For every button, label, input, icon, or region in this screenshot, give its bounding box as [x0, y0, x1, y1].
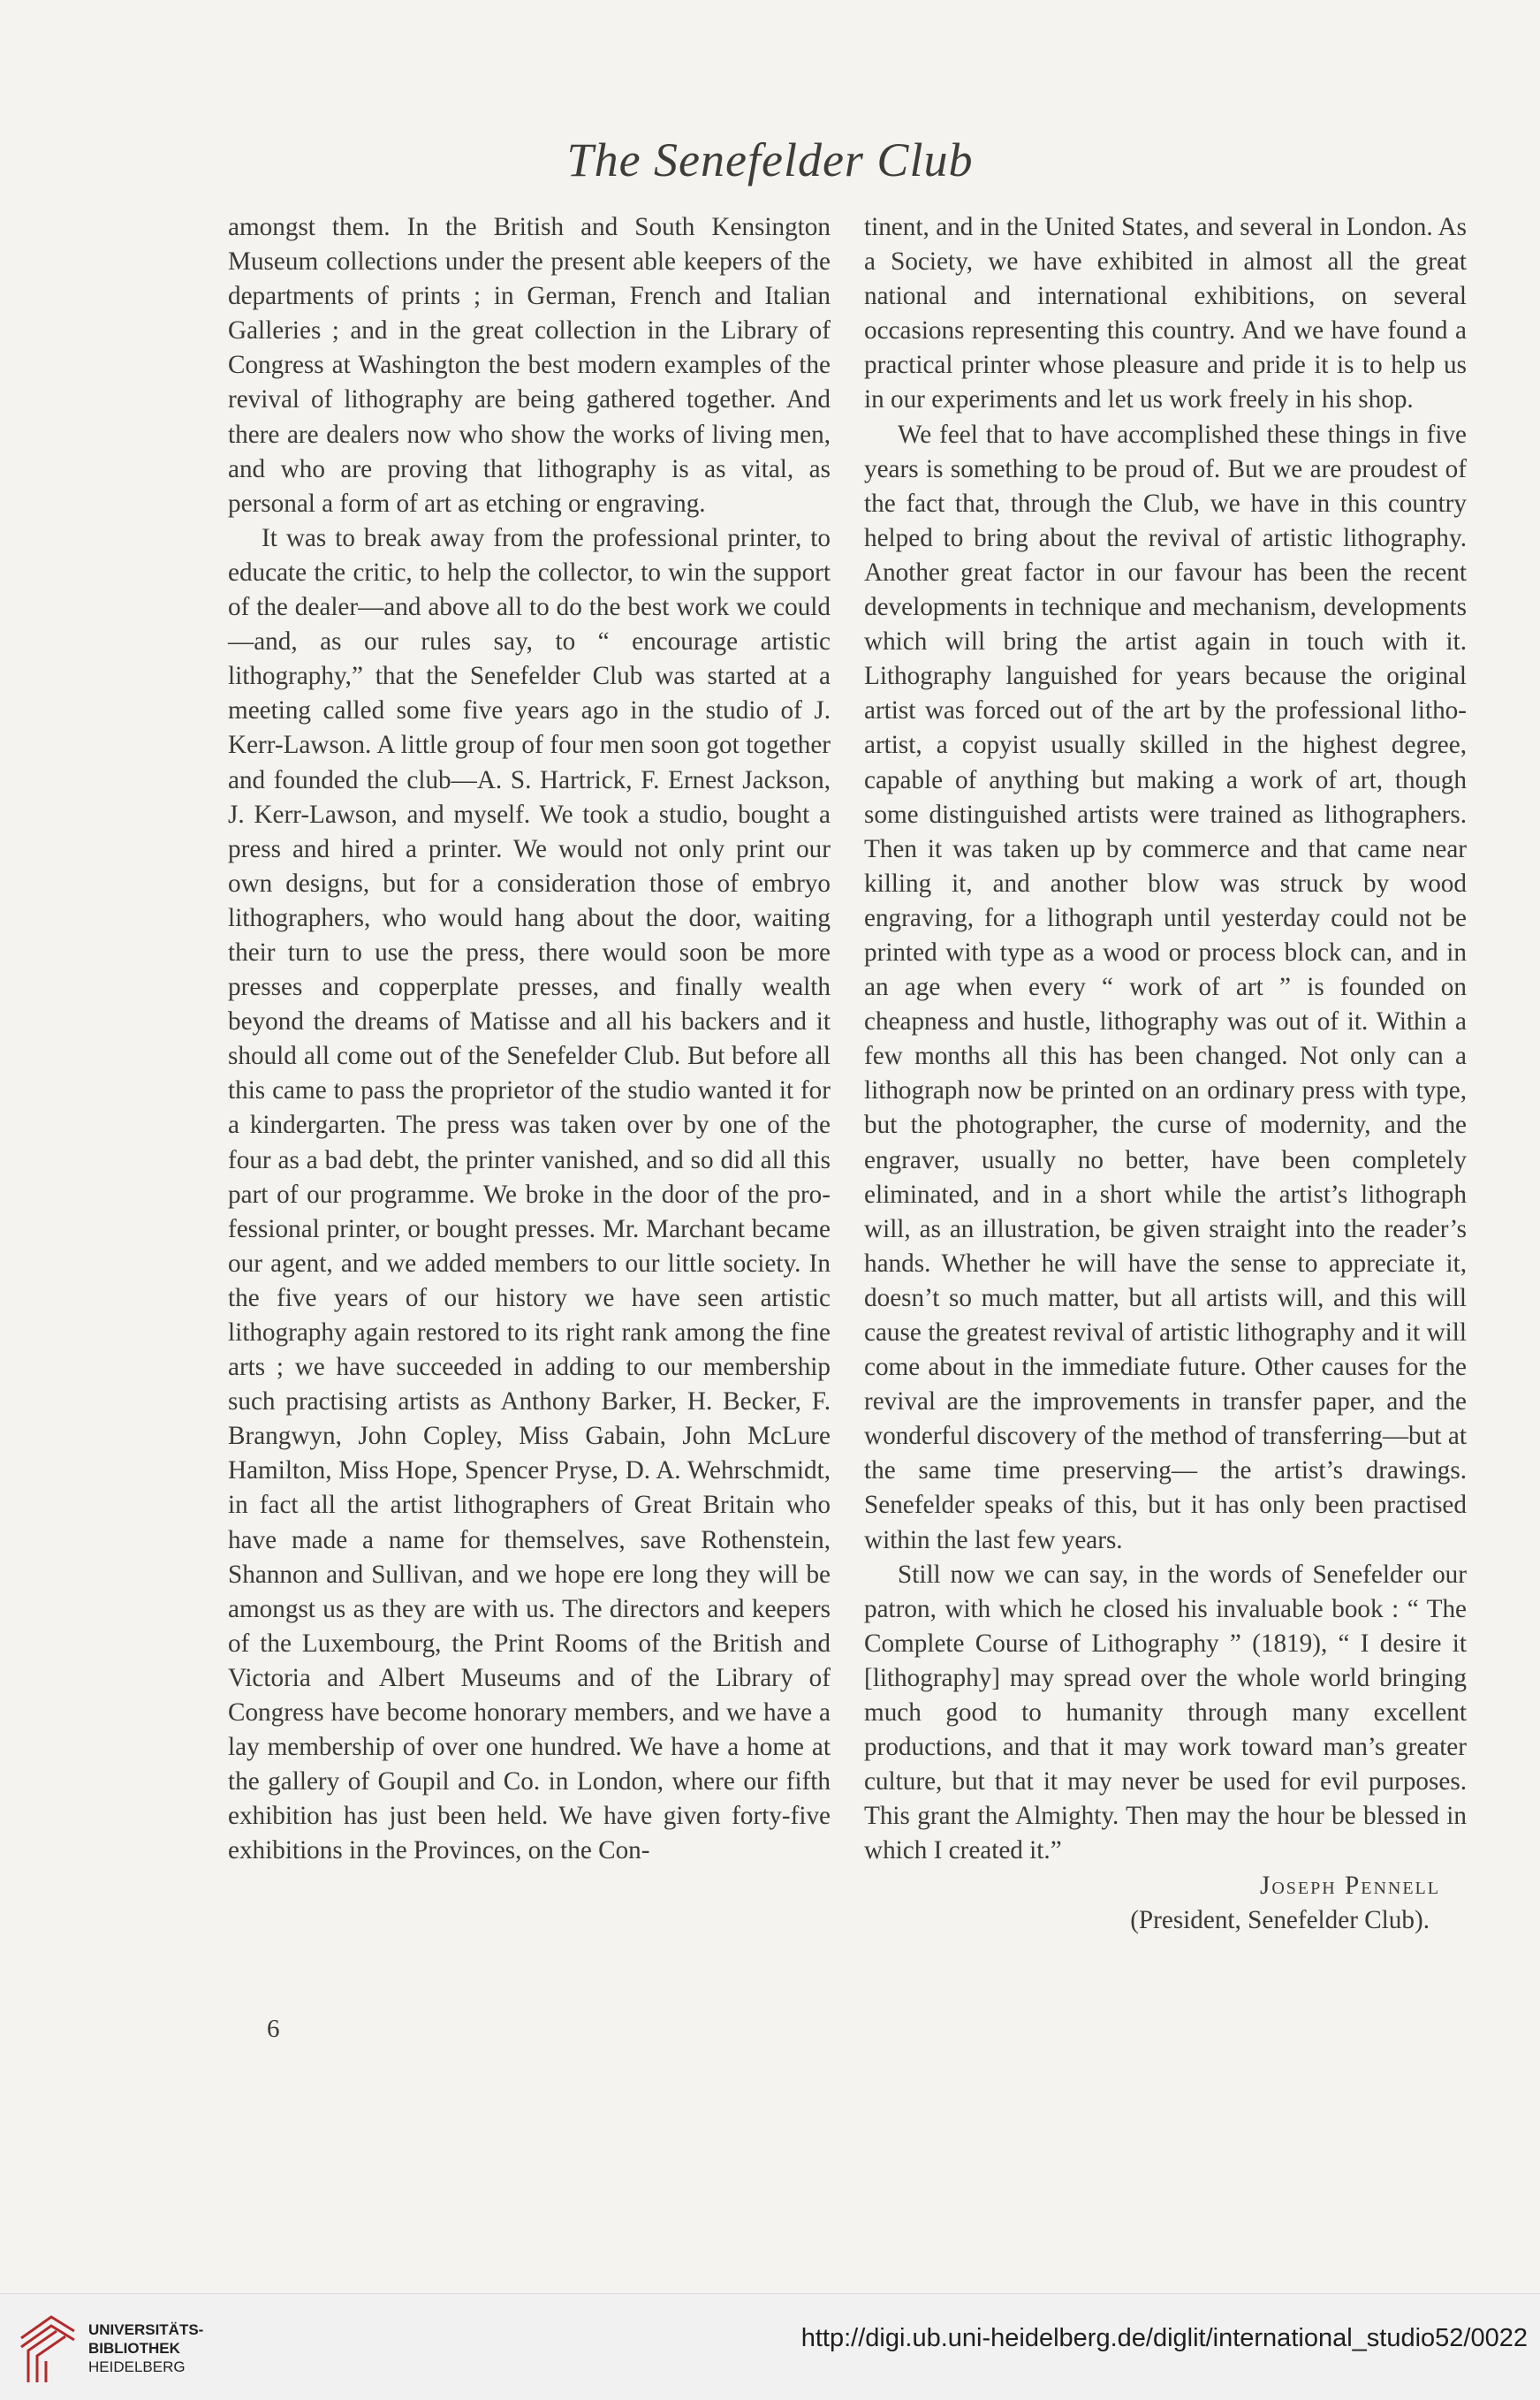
running-head: The Senefelder Club	[566, 133, 974, 186]
right-paragraph-1: tinent, and in the United States, and several in London. As a Society, we have exhibited in almost all the great national and international exhibitions, on several occasions representing this country. And we have found a practical printer whose pleasure and pride it is to help us in our experiments and let us work freely in his shop.	[864, 213, 1467, 414]
right-paragraph-3: Still now we can say, in the words of Senefelder our patron, with which he closed his invaluable book : “ The Complete Course of Lithography ” (1819), “ I desire it [lithography] may spread over the whole world bringing much good to humanity through many excellent productions, and that it may work toward man’s greater culture, but that it may never be used for evil purposes. This grant the Almighty. Then may the hour be blessed in which I created it.”	[864, 1560, 1467, 1865]
right-column	[864, 210, 1467, 1938]
page-number: 6	[267, 2015, 280, 2043]
library-name-line-3: HEIDELBERG	[88, 2358, 186, 2375]
signature-title: (President, Senefelder Club).	[1130, 1905, 1430, 1934]
left-column	[228, 210, 831, 1869]
left-paragraph-2: It was to break away from the professional printer, to educate the critic, to help the collector, to win the support of the dealer—and above all to do the best work we could—and, as our rules say, to “ encourage artistic lithography,” that the Senefelder Club was started at a meeting called some five years ago in the studio of J. Kerr-Lawson. A little group of four men soon got together and founded the club—A. S. Hartrick, F. Ernest Jackson, J. Kerr-Lawson, and myself. We took a studio, bought a press and hired a printer. We would not only print our own designs, but for a consideration those of embryo lithographers, who would hang about the door, waiting their turn to use the press, there would soon be more presses and copperplate presses, and finally wealth beyond the dreams of Matisse and all his backers and it should all come out of the Senefelder Club. But before all this came to pass the proprietor of the studio wanted it for a kindergarten. The press was taken over by one of the four as a bad debt, the printer vanished, and so did all this part of our programme. We broke in the door of the professional printer, or bought presses. Mr. Marchant became our agent, and we added members to our little society. In the five years of our history we have seen artistic lithography again restored to its right rank among the fine arts ; we have succeeded in adding to our membership such practising artists as Anthony Barker, H. Becker, F. Brangwyn, John Copley, Miss Gabain, John McLure Hamilton, Miss Hope, Spencer Pryse, D. A. Wehrschmidt, in fact all the artist lithographers of Great Britain who have made a name for themselves, save Rothenstein, Shannon and Sullivan, and we hope ere long they will be amongst us as they are with us. The directors and keepers of the Luxembourg, the Print Rooms of the British and Victoria and Albert Museums and of the Library of Congress have become honorary members, and we have a lay membership of over one hundred. We have a home at the gallery of Goupil and Co. in London, where our fifth exhibition has just been held. We have given forty-five exhibitions in the Provinces, on the Con-	[228, 523, 831, 1865]
digitization-footer	[0, 2293, 1540, 2400]
source-url-link[interactable]: http://digi.ub.uni-heidelberg.de/diglit/international_studio52/0022	[800, 2324, 1528, 2352]
library-name-line-2: BIBLIOTHEK	[88, 2340, 180, 2357]
library-name-line-1: UNIVERSITÄTS-	[88, 2321, 204, 2338]
signature-name: Joseph Pennell	[1260, 1871, 1440, 1900]
right-paragraph-2: We feel that to have accomplished these things in five years is something to be proud of. But we are proudest of the fact that, through the Club, we have in this country helped to bring about the revival of artistic lithography. Another great factor in our favour has been the recent developments in technique and mechanism, developments which will bring the artist again in touch with it. Lithography languished for years because the original artist was forced out of the art by the professional lithoartist, a copyist usually skilled in the highest degree, capable of anything but making a work of art, though some distinguished artists were trained as lithographers. Then it was taken up by commerce and that came near killing it, and another blow was struck by wood engraving, for a lithograph until yesterday could not be printed with type as a wood or process block can, and in an age when every “ work of art ” is founded on cheapness and hustle, lithography was out of it. Within a few months all this has been changed. Not only can a lithograph now be printed on an ordinary press with type, but the photographer, the curse of modernity, and the engraver, usually no better, have been completely eliminated, and in a short while the artist’s lithograph will, as an illustration, be given straight into the reader’s hands. Whether he will have the sense to appreciate it, doesn’t so much matter, but all artists will, and this will cause the greatest revival of artistic lithography and it will come about in the immediate future. Other causes for the revival are the improvements in transfer paper, and the wonderful discovery of the method of transferring—but at the same time preserving— the artist’s drawings. Senefelder speaks of this, but it has only been practised within the last few years.	[864, 420, 1467, 1554]
library-name	[88, 2320, 203, 2376]
heidelberg-library-logo-icon	[16, 2312, 80, 2386]
left-paragraph-1: amongst them. In the British and South Kensington Museum collections under the present able keepers of the departments of prints ; in German, French and Italian Galleries ; and in the great collection in the Library of Congress at Washington the best modern examples of the revival of lithography are being gathered together. And there are dealers now who show the works of living men, and who are proving that lithography is as vital, as personal a form of art as etching or engraving.	[228, 213, 831, 518]
signature-block	[864, 1869, 1467, 1938]
